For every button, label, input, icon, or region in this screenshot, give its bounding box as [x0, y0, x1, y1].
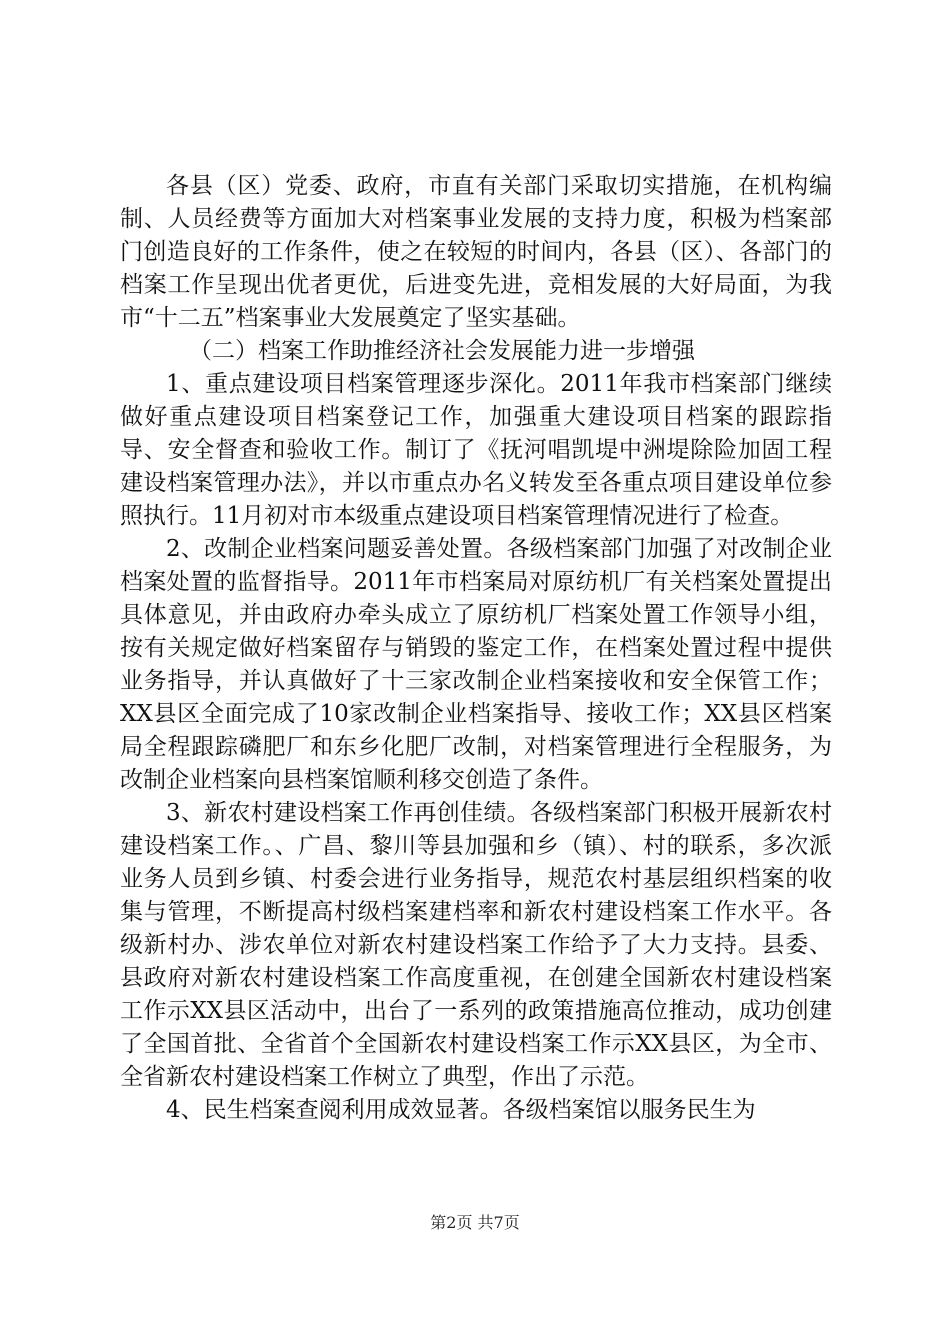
- document-body: [120, 170, 832, 1127]
- paragraph-restructured-enterprises: 2、改制企业档案问题妥善处置。各级档案部门加强了对改制企业档案处置的监督指导。2011年市档案局对原纺机厂有关档案处置提出具体意见，并由政府办牵头成立了原纺机厂档案处置工作领导小组，按有关规定做好档案留存与销毁的鉴定工作，在档案处置过程中提供业务指导，并认真做好了十三家改制企业档案接收和安全保管工作；XX县区全面完成了10家改制企业档案指导、接收工作；XX县区档案局全程跟踪磷肥厂和东乡化肥厂改制，对档案管理进行全程服务，为改制企业档案向县档案馆顺利移交创造了条件。: [120, 536, 832, 793]
- section-heading: （二）档案工作助推经济社会发展能力进一步增强: [189, 338, 695, 364]
- paragraph-support-measures: 各县（区）党委、政府，市直有关部门采取切实措施，在机构编制、人员经费等方面加大对档案事业发展的支持力度，积极为档案部门创造良好的工作条件，使之在较短的时间内，各县（区）、各部门的档案工作呈现出优者更优，后进变先进，竞相发展的大好局面，为我市“十二五”档案事业大发展奠定了坚实基础。: [120, 173, 832, 331]
- paragraph-key-projects: 1、重点建设项目档案管理逐步深化。2011年我市档案部门继续做好重点建设项目档案登记工作，加强重大建设项目档案的跟踪指导、安全督查和验收工作。制订了《抚河唱凯堤中洲堤除险加固工程建设档案管理办法》，并以市重点办名义转发至各重点项目建设单位参照执行。11月初对市本级重点建设项目档案管理情况进行了检查。: [120, 371, 832, 529]
- paragraph-new-countryside: 3、新农村建设档案工作再创佳绩。各级档案部门积极开展新农村建设档案工作。、广昌、黎川等县加强和乡（镇）、村的联系，多次派业务人员到乡镇、村委会进行业务指导，规范农村基层组织档案的收集与管理，不断提高村级档案建档率和新农村建设档案工作水平。各级新村办、涉农单位对新农村建设档案工作给予了大力支持。县委、县政府对新农村建设档案工作高度重视，在创建全国新农村建设档案工作示XX县区活动中，出台了一系列的政策措施高位推动，成功创建了全国首批、全省首个全国新农村建设档案工作示XX县区，为全市、全省新农村建设档案工作树立了典型，作出了示范。: [120, 800, 832, 1090]
- paragraph-livelihood-archives: 4、民生档案查阅利用成效显著。各级档案馆以服务民生为: [166, 1097, 756, 1123]
- page-number-footer: 第2页 共7页: [430, 1213, 520, 1232]
